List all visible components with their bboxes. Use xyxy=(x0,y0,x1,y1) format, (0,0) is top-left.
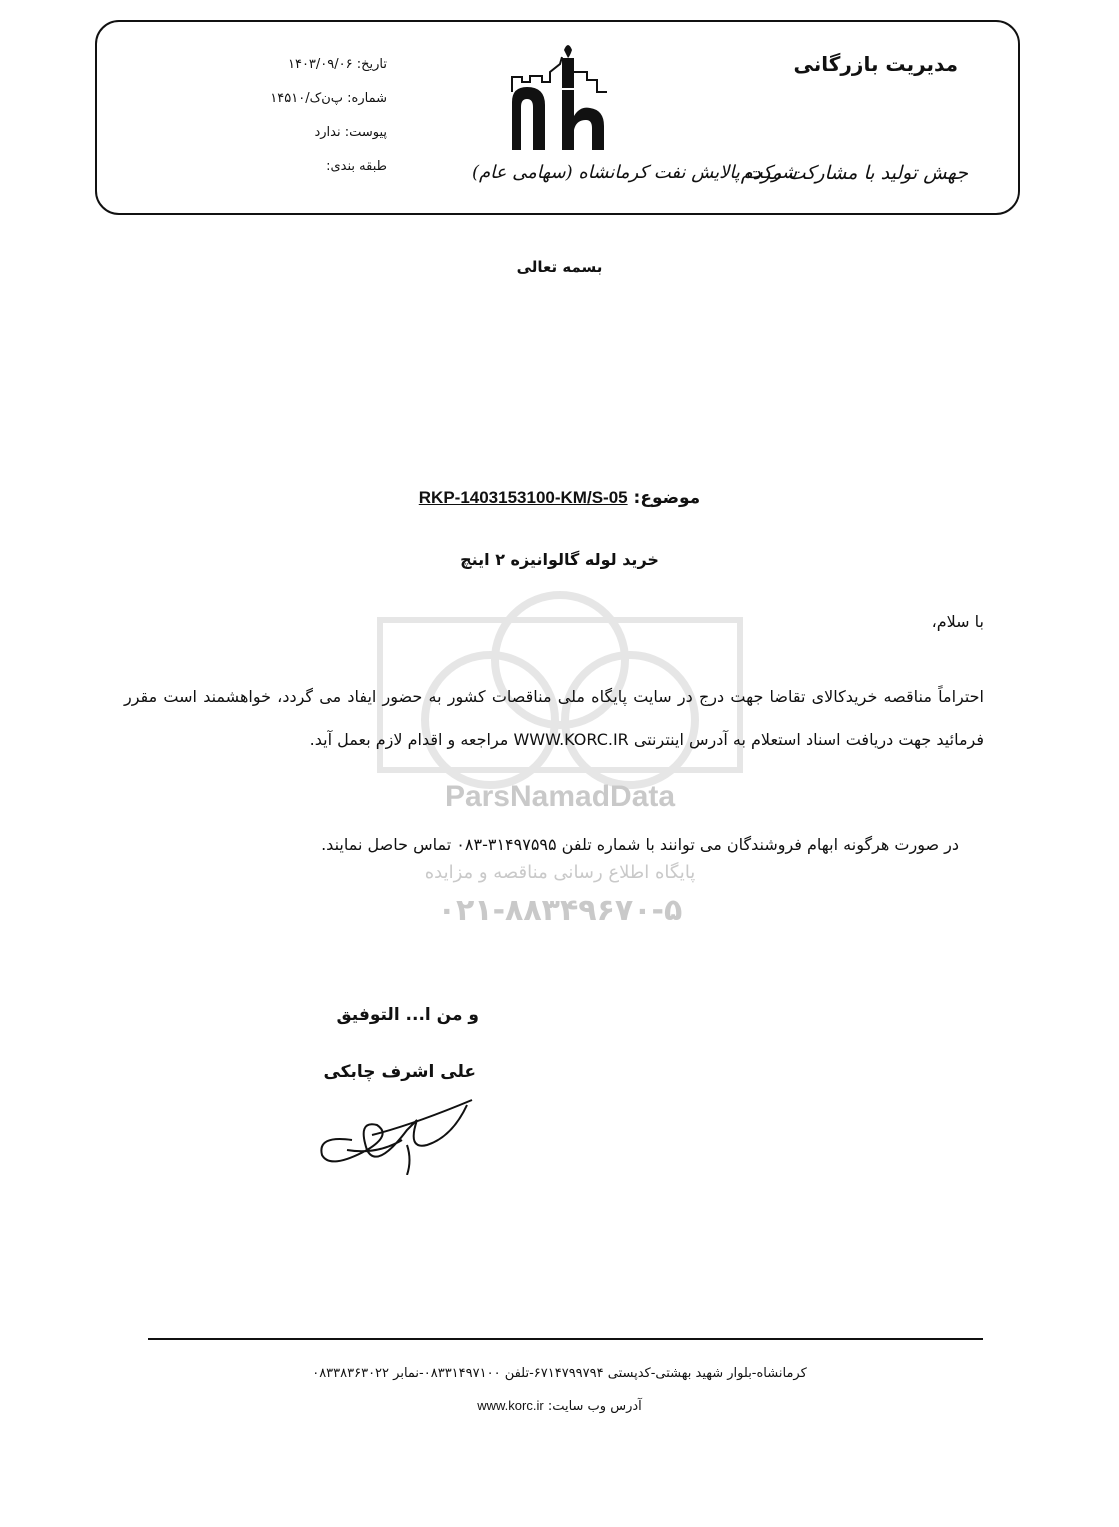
greeting: با سلام، xyxy=(931,612,984,631)
website-link[interactable]: www.korc.ir xyxy=(477,1398,544,1413)
meta-date: تاریخ: ۱۴۰۳/۰۹/۰۶ xyxy=(287,57,387,72)
basmala: بسمه تعالی xyxy=(516,258,603,276)
letter-meta xyxy=(187,48,387,184)
subject-code: RKP-1403153100-KM/S-05 xyxy=(418,488,628,507)
letter-title: خرید لوله گالوانیزه ۲ اینچ xyxy=(460,550,659,569)
department-name: مدیریت بازرگانی xyxy=(793,52,958,76)
letter-body: احتراماً مناقصه خریدکالای تقاضا جهت درج در سایت پایگاه ملی مناقصات کشور به حضور ایفاد می گردد، خواهشمند است مقرر فرمائید جهت دریافت اسناد استعلام به آدرس اینترنتی WWW.KORC.IR مراجعه و اقدام لازم بعمل آید. xyxy=(124,687,984,749)
logo-text: nh xyxy=(502,32,504,33)
watermark-subtitle: پایگاه اطلاع رسانی مناقصه و مزایده xyxy=(424,862,696,883)
signer-name: علی اشرف چابکی xyxy=(323,1062,476,1082)
contact-line: در صورت هرگونه ابهام فروشندگان می توانند با شماره تلفن ۳۱۴۹۷۵۹۵-۰۸۳ تماس حاصل نمایند. xyxy=(321,835,959,854)
meta-number: شماره: پ‌ن‌ک/۱۴۵۱۰ xyxy=(270,91,387,106)
company-logo xyxy=(502,32,617,152)
slogan: جهش تولید با مشارکت مردم xyxy=(740,162,968,184)
meta-classification: طبقه بندی: xyxy=(326,159,387,174)
watermark-brand: ParsNamadData xyxy=(444,780,676,813)
signature-image xyxy=(312,1095,482,1175)
letterhead xyxy=(95,20,1020,215)
watermark-phone: ۰۲۱-۸۸۳۴۹۶۷۰-۵ xyxy=(437,893,683,928)
subject-label: موضوع: xyxy=(633,488,701,508)
footer-address: کرمانشاه-بلوار شهید بهشتی-کدپستی ۶۷۱۴۷۹۹۷۹۴-تلفن ۰۸۳۳۱۴۹۷۱۰۰-نمابر ۰۸۳۳۸۳۶۳۰۲۲ xyxy=(312,1366,807,1381)
website-label: آدرس وب سایت: xyxy=(547,1399,642,1414)
footer-divider xyxy=(148,1338,983,1340)
closing: و من ا... التوفیق xyxy=(336,1005,479,1025)
subject-line xyxy=(0,488,1119,508)
meta-attachment: پیوست: ندارد xyxy=(314,125,387,140)
footer-website xyxy=(0,1398,1119,1414)
company-name: شرکت پالایش نفت کرمانشاه (سهامی عام) xyxy=(472,162,797,183)
watermark-logo xyxy=(370,590,750,940)
